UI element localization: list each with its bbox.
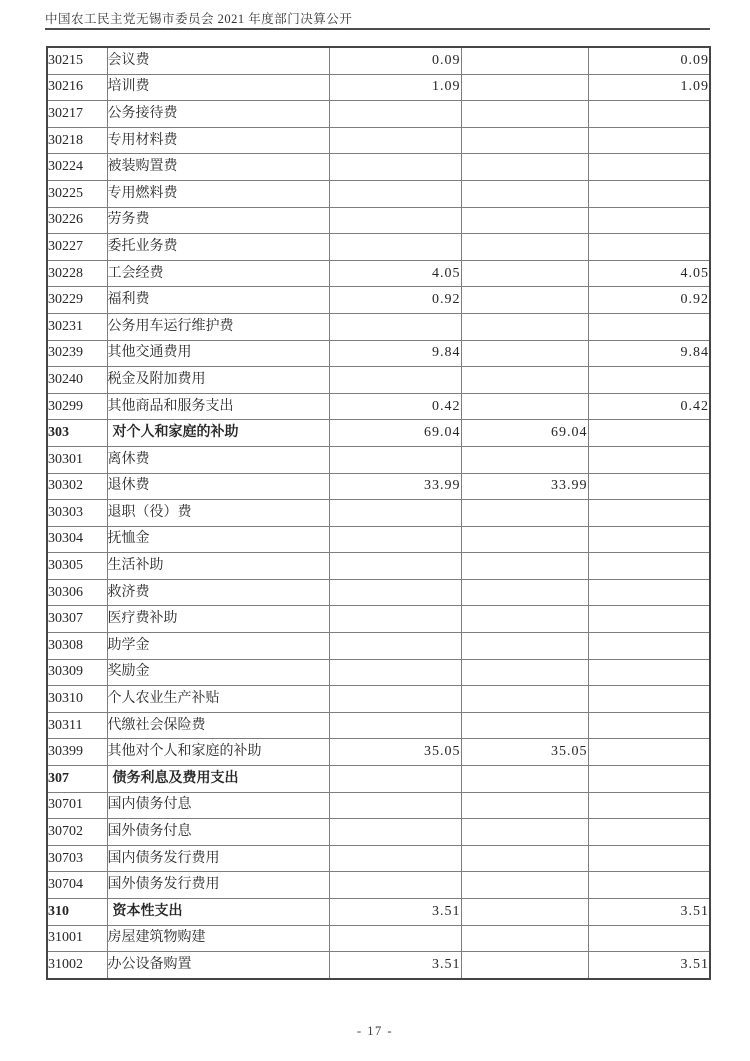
row-value-cell: [461, 686, 588, 713]
row-value-cell: [461, 260, 588, 287]
row-code-cell: 303: [47, 420, 107, 447]
row-value-cell: [461, 845, 588, 872]
row-value-cell: [588, 819, 710, 846]
row-code-cell: 30229: [47, 287, 107, 314]
row-value-cell: [461, 633, 588, 660]
row-value-cell: [461, 766, 588, 793]
row-value-cell: [461, 446, 588, 473]
row-name-cell: 委托业务费: [107, 234, 329, 261]
row-value-cell: [461, 367, 588, 394]
row-code-cell: 30226: [47, 207, 107, 234]
row-name-cell: 培训费: [107, 74, 329, 101]
row-value-cell: [329, 819, 461, 846]
table-row: [47, 180, 710, 207]
table-row: [47, 207, 710, 234]
row-value-cell: [588, 925, 710, 952]
row-code-cell: 30225: [47, 180, 107, 207]
row-name-cell: 房屋建筑物购建: [107, 925, 329, 952]
row-name-cell: 劳务费: [107, 207, 329, 234]
row-value-cell: [461, 313, 588, 340]
row-value-cell: 69.04: [329, 420, 461, 447]
row-value-cell: [461, 127, 588, 154]
row-code-cell: 30701: [47, 792, 107, 819]
row-value-cell: [461, 101, 588, 128]
row-value-cell: [461, 553, 588, 580]
row-value-cell: [461, 340, 588, 367]
row-value-cell: [588, 420, 710, 447]
row-name-cell: 税金及附加费用: [107, 367, 329, 394]
table-row: [47, 766, 710, 793]
row-name-cell: 专用燃料费: [107, 180, 329, 207]
row-name-cell: 办公设备购置: [107, 952, 329, 979]
row-code-cell: 30303: [47, 500, 107, 527]
row-value-cell: [588, 845, 710, 872]
table-row: [47, 739, 710, 766]
row-name-cell: 公务用车运行维护费: [107, 313, 329, 340]
table-row: [47, 47, 710, 74]
row-code-cell: 30231: [47, 313, 107, 340]
table-row: [47, 633, 710, 660]
row-code-cell: 30227: [47, 234, 107, 261]
row-value-cell: [588, 792, 710, 819]
table-row: [47, 260, 710, 287]
row-value-cell: [588, 606, 710, 633]
row-name-cell: 其他对个人和家庭的补助: [107, 739, 329, 766]
row-name-cell: 奖励金: [107, 659, 329, 686]
row-value-cell: 4.05: [588, 260, 710, 287]
row-value-cell: 0.09: [588, 47, 710, 74]
row-name-cell: 离休费: [107, 446, 329, 473]
table-row: [47, 659, 710, 686]
table-row: [47, 686, 710, 713]
row-value-cell: [329, 766, 461, 793]
row-value-cell: [329, 180, 461, 207]
row-value-cell: [329, 845, 461, 872]
table-row: [47, 367, 710, 394]
table-row: [47, 234, 710, 261]
row-value-cell: [329, 101, 461, 128]
row-value-cell: 33.99: [329, 473, 461, 500]
table-row: [47, 287, 710, 314]
row-code-cell: 31001: [47, 925, 107, 952]
row-value-cell: [329, 154, 461, 181]
table-row: [47, 74, 710, 101]
table-row: [47, 154, 710, 181]
row-value-cell: [329, 659, 461, 686]
row-value-cell: [461, 819, 588, 846]
row-value-cell: [461, 712, 588, 739]
row-value-cell: [588, 313, 710, 340]
row-value-cell: [461, 287, 588, 314]
row-code-cell: 30302: [47, 473, 107, 500]
row-value-cell: [588, 739, 710, 766]
row-value-cell: 3.51: [588, 899, 710, 926]
row-code-cell: 30306: [47, 579, 107, 606]
table-row: [47, 925, 710, 952]
row-value-cell: [588, 659, 710, 686]
row-value-cell: [588, 154, 710, 181]
row-code-cell: 30224: [47, 154, 107, 181]
row-name-cell: 资本性支出: [107, 899, 329, 926]
row-value-cell: [329, 446, 461, 473]
row-code-cell: 30310: [47, 686, 107, 713]
row-name-cell: 国外债务发行费用: [107, 872, 329, 899]
row-name-cell: 公务接待费: [107, 101, 329, 128]
row-name-cell: 专用材料费: [107, 127, 329, 154]
row-value-cell: [588, 180, 710, 207]
row-name-cell: 债务利息及费用支出: [107, 766, 329, 793]
row-value-cell: [461, 872, 588, 899]
row-value-cell: [461, 526, 588, 553]
table-row: [47, 446, 710, 473]
row-name-cell: 对个人和家庭的补助: [107, 420, 329, 447]
table-row: [47, 101, 710, 128]
row-value-cell: 3.51: [329, 899, 461, 926]
row-code-cell: 30307: [47, 606, 107, 633]
row-value-cell: 0.92: [588, 287, 710, 314]
row-value-cell: 0.09: [329, 47, 461, 74]
row-code-cell: 30239: [47, 340, 107, 367]
row-value-cell: [461, 925, 588, 952]
row-value-cell: [461, 579, 588, 606]
row-name-cell: 会议费: [107, 47, 329, 74]
row-value-cell: [588, 207, 710, 234]
row-value-cell: 4.05: [329, 260, 461, 287]
row-value-cell: [588, 553, 710, 580]
row-code-cell: 30704: [47, 872, 107, 899]
row-value-cell: [461, 899, 588, 926]
row-value-cell: 35.05: [329, 739, 461, 766]
table-row: [47, 553, 710, 580]
row-value-cell: 33.99: [461, 473, 588, 500]
table-row: [47, 313, 710, 340]
row-value-cell: [461, 154, 588, 181]
row-name-cell: 其他商品和服务支出: [107, 393, 329, 420]
row-value-cell: [329, 553, 461, 580]
row-code-cell: 30299: [47, 393, 107, 420]
row-value-cell: [461, 180, 588, 207]
page-number: - 17 -: [356, 1024, 394, 1038]
row-value-cell: 0.92: [329, 287, 461, 314]
row-name-cell: 医疗费补助: [107, 606, 329, 633]
table-row: [47, 899, 710, 926]
table-row: [47, 606, 710, 633]
row-code-cell: 30308: [47, 633, 107, 660]
row-name-cell: 退休费: [107, 473, 329, 500]
row-code-cell: 30703: [47, 845, 107, 872]
row-value-cell: [461, 47, 588, 74]
row-name-cell: 其他交通费用: [107, 340, 329, 367]
row-value-cell: [588, 234, 710, 261]
row-name-cell: 代缴社会保险费: [107, 712, 329, 739]
row-value-cell: [329, 686, 461, 713]
row-code-cell: 30305: [47, 553, 107, 580]
row-value-cell: 9.84: [329, 340, 461, 367]
table-row: [47, 420, 710, 447]
row-code-cell: 31002: [47, 952, 107, 979]
budget-table-body: [47, 47, 710, 979]
row-value-cell: 3.51: [329, 952, 461, 979]
row-code-cell: 30215: [47, 47, 107, 74]
row-code-cell: 30240: [47, 367, 107, 394]
row-name-cell: 救济费: [107, 579, 329, 606]
row-value-cell: [461, 952, 588, 979]
row-name-cell: 个人农业生产补贴: [107, 686, 329, 713]
table-row: [47, 712, 710, 739]
row-value-cell: [329, 367, 461, 394]
row-value-cell: [461, 74, 588, 101]
row-value-cell: [461, 659, 588, 686]
row-code-cell: 30311: [47, 712, 107, 739]
row-value-cell: [588, 500, 710, 527]
row-value-cell: [588, 872, 710, 899]
table-row: [47, 340, 710, 367]
row-value-cell: [329, 712, 461, 739]
row-name-cell: 国内债务发行费用: [107, 845, 329, 872]
row-value-cell: 35.05: [461, 739, 588, 766]
table-row: [47, 393, 710, 420]
row-code-cell: 30216: [47, 74, 107, 101]
table-row: [47, 500, 710, 527]
table-row: [47, 579, 710, 606]
table-row: [47, 819, 710, 846]
table-row: [47, 792, 710, 819]
row-value-cell: [588, 766, 710, 793]
table-row: [47, 845, 710, 872]
row-value-cell: 0.42: [588, 393, 710, 420]
row-code-cell: 30304: [47, 526, 107, 553]
row-value-cell: [329, 313, 461, 340]
row-value-cell: [329, 526, 461, 553]
table-row: [47, 473, 710, 500]
row-value-cell: [588, 686, 710, 713]
row-code-cell: 30702: [47, 819, 107, 846]
row-value-cell: 0.42: [329, 393, 461, 420]
row-value-cell: 9.84: [588, 340, 710, 367]
budget-table: [46, 46, 711, 980]
row-code-cell: 30399: [47, 739, 107, 766]
row-value-cell: [588, 712, 710, 739]
page-footer: [0, 1024, 750, 1039]
row-value-cell: [461, 207, 588, 234]
row-value-cell: 1.09: [329, 74, 461, 101]
row-name-cell: 被装购置费: [107, 154, 329, 181]
row-code-cell: 30218: [47, 127, 107, 154]
row-value-cell: [329, 500, 461, 527]
table-row: [47, 526, 710, 553]
row-value-cell: [329, 207, 461, 234]
row-value-cell: [329, 633, 461, 660]
document-header-title: 中国农工民主党无锡市委员会 2021 年度部门决算公开: [45, 12, 353, 26]
row-value-cell: [461, 606, 588, 633]
row-code-cell: 30309: [47, 659, 107, 686]
row-name-cell: 生活补助: [107, 553, 329, 580]
row-value-cell: [588, 367, 710, 394]
row-code-cell: 310: [47, 899, 107, 926]
row-value-cell: [461, 234, 588, 261]
row-name-cell: 福利费: [107, 287, 329, 314]
row-name-cell: 退职（役）费: [107, 500, 329, 527]
row-name-cell: 助学金: [107, 633, 329, 660]
row-value-cell: [329, 606, 461, 633]
row-value-cell: [329, 127, 461, 154]
row-value-cell: [588, 101, 710, 128]
row-code-cell: 307: [47, 766, 107, 793]
row-value-cell: [461, 792, 588, 819]
row-value-cell: [461, 500, 588, 527]
row-value-cell: [329, 925, 461, 952]
table-row: [47, 872, 710, 899]
row-name-cell: 国外债务付息: [107, 819, 329, 846]
row-value-cell: [588, 473, 710, 500]
row-value-cell: 1.09: [588, 74, 710, 101]
row-name-cell: 国内债务付息: [107, 792, 329, 819]
header-divider: [45, 28, 710, 30]
row-value-cell: [588, 526, 710, 553]
row-code-cell: 30228: [47, 260, 107, 287]
row-value-cell: [588, 633, 710, 660]
row-value-cell: [588, 446, 710, 473]
row-value-cell: [329, 792, 461, 819]
row-value-cell: [588, 127, 710, 154]
row-value-cell: [461, 393, 588, 420]
row-value-cell: 3.51: [588, 952, 710, 979]
row-value-cell: [329, 872, 461, 899]
row-code-cell: 30217: [47, 101, 107, 128]
table-row: [47, 127, 710, 154]
row-name-cell: 工会经费: [107, 260, 329, 287]
row-value-cell: [329, 234, 461, 261]
row-value-cell: 69.04: [461, 420, 588, 447]
row-code-cell: 30301: [47, 446, 107, 473]
row-name-cell: 抚恤金: [107, 526, 329, 553]
table-row: [47, 952, 710, 979]
row-value-cell: [588, 579, 710, 606]
row-value-cell: [329, 579, 461, 606]
